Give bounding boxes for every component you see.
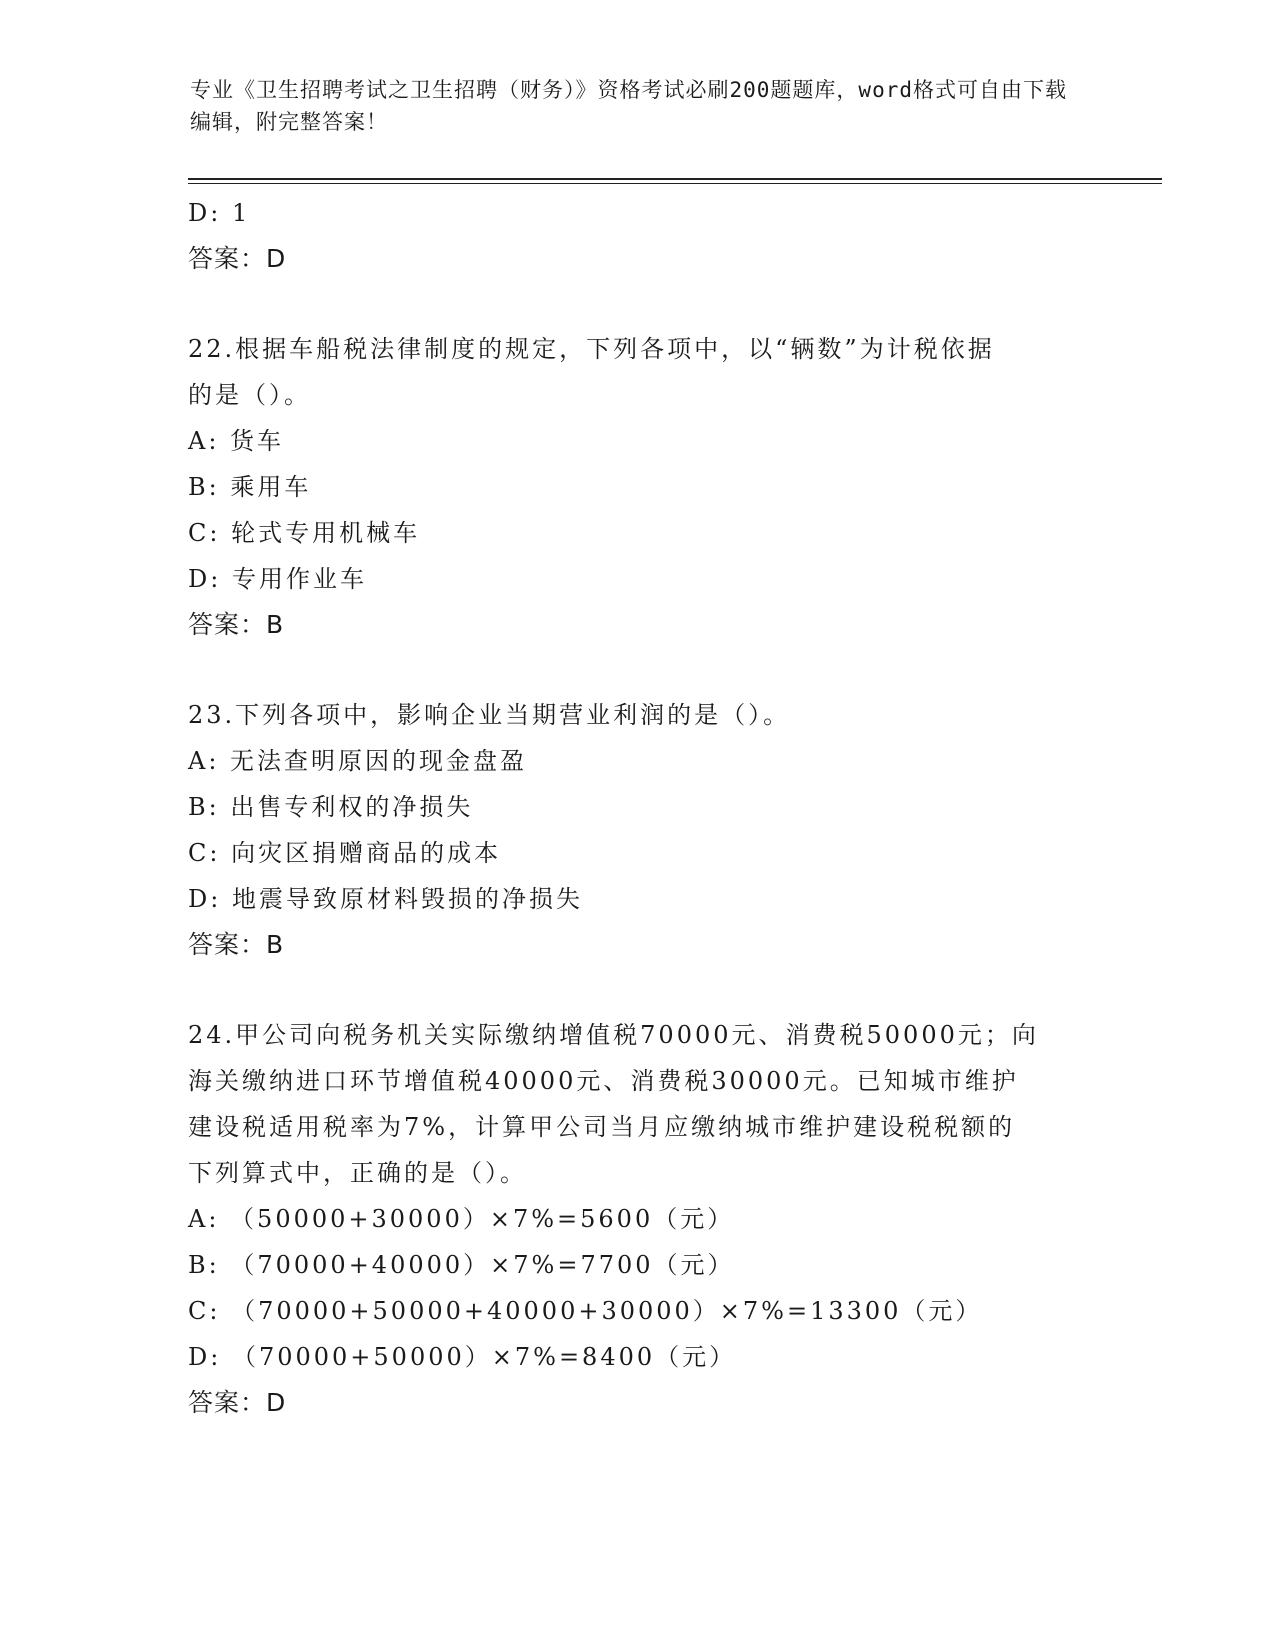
document-header: 专业《卫生招聘考试之卫生招聘（财务）》资格考试必刷200题题库，word格式可自由下载编辑，附完整答案！ [190,78,1067,134]
header-divider-thin [188,183,1162,184]
question-stem-line: 海关缴纳进口环节增值税40000元、消费税30000元。已知城市维护 [188,1067,1019,1095]
option-c: C: 向灾区捐赠商品的成本 [188,839,502,867]
question-stem-line: 22.根据车船税法律制度的规定，下列各项中，以“辆数”为计税依据 [188,335,995,363]
spacer [188,968,1088,1012]
option-c: C: （70000+50000+40000+30000）×7%=13300（元） [188,1297,983,1325]
question-content [188,190,1088,1426]
question-stem-line: 下列算式中，正确的是（）。 [188,1159,527,1187]
question-stem-line: 24.甲公司向税务机关实际缴纳增值税70000元、消费税50000元；向 [188,1021,1039,1049]
option-c: C: 轮式专用机械车 [188,519,421,547]
option-b: B: 乘用车 [188,473,312,501]
option-a: A: 无法查明原因的现金盘盈 [188,747,528,775]
option-a: A: 货车 [188,427,285,455]
answer-text: 答案：B [188,930,285,959]
question-23 [188,692,1088,968]
option-d: D: 专用作业车 [188,565,367,593]
spacer [188,282,1088,326]
question-stem-line: 建设税适用税率为7%，计算甲公司当月应缴纳城市维护建设税税额的 [188,1113,1016,1141]
question-stem-line: 的是（）。 [188,381,311,409]
option-d: D: 地震导致原材料毁损的净损失 [188,885,583,913]
answer-text: 答案：D [188,1388,287,1417]
answer-text: 答案：B [188,610,285,639]
option-text: D: 1 [188,199,251,227]
spacer [188,648,1088,692]
answer-text: 答案：D [188,244,287,273]
question-stem-line: 23.下列各项中，影响企业当期营业利润的是（）。 [188,701,791,729]
option-b: B: （70000+40000）×7%=7700（元） [188,1251,735,1279]
option-d: D: （70000+50000）×7%=8400（元） [188,1343,737,1371]
header-divider-thick [188,178,1162,180]
question-22 [188,326,1088,648]
question-24 [188,1012,1088,1426]
option-a: A: （50000+30000）×7%=5600（元） [188,1205,735,1233]
option-b: B: 出售专利权的净损失 [188,793,474,821]
